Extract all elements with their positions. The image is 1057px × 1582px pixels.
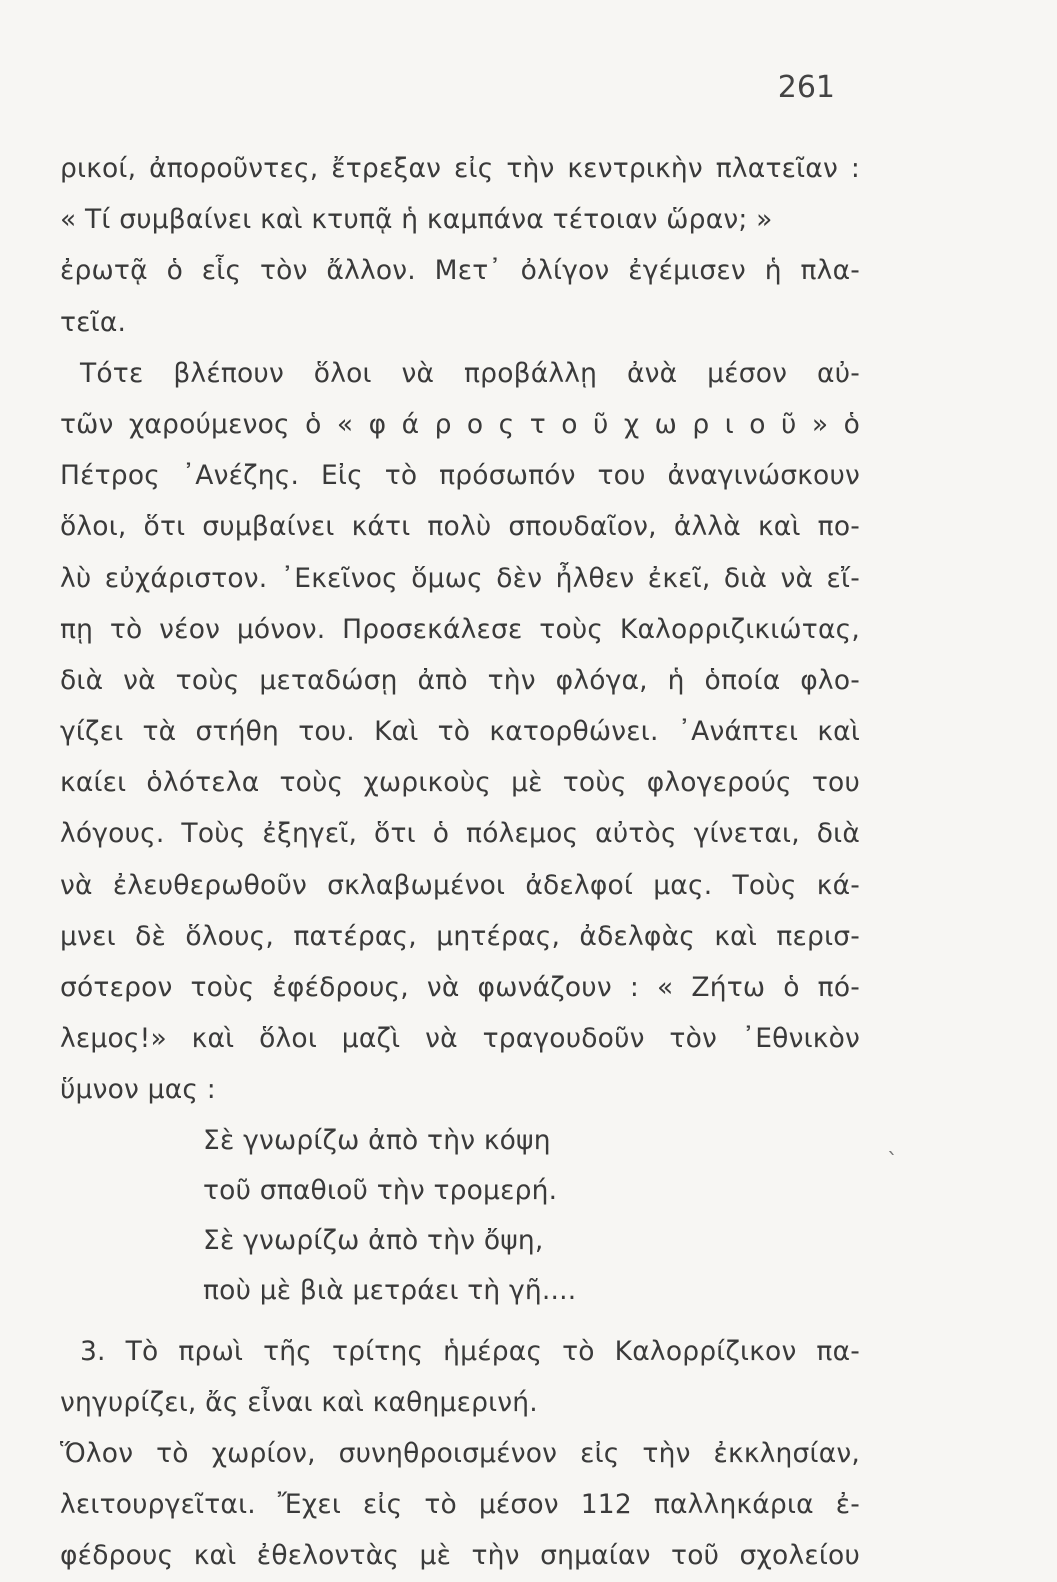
- text-line: νηγυρίζει, ἄς εἶναι καὶ καθημερινή.: [60, 1386, 538, 1418]
- body-text: [60, 143, 860, 1582]
- text-line: ρικοί, ἀποροῦντες, ἔτρεξαν εἰς τὴν κεντρικὴν πλατεῖαν :: [60, 153, 860, 184]
- verse-line: ποὺ μὲ βιὰ μετράει τὴ γῆ....: [203, 1274, 577, 1306]
- text-line: Πέτρος ᾿Ανέζης. Εἰς τὸ πρόσωπόν του ἀναγινώσκουν: [60, 460, 860, 492]
- text-line: λεμος!» καὶ ὅλοι μαζὶ νὰ τραγουδοῦν τὸν ᾿Εθνικὸν: [60, 1023, 860, 1055]
- text-line: πῃ τὸ νέον μόνον. Προσεκάλεσε τοὺς Καλορριζικιώτας,: [60, 613, 860, 645]
- text-line: σότερον τοὺς ἐφέδρους, νὰ φωνάζουν : « Ζήτω ὁ πό-: [60, 972, 860, 1003]
- section-line: 3. Τὸ πρωὶ τῆς τρίτης ἡμέρας τὸ Καλορρίζικον πα-: [80, 1335, 860, 1367]
- text-line: Ὅλον τὸ χωρίον, συνηθροισμένον εἰς τὴν ἐκκλησίαν,: [60, 1437, 860, 1469]
- text-line: « Τί συμβαίνει καὶ κτυπᾷ ἡ καμπάνα τέτοιαν ὥραν; »: [60, 204, 773, 236]
- text-line: μνει δὲ ὅλους, πατέρας, μητέρας, ἀδελφὰς καὶ περισ-: [60, 920, 860, 952]
- text-line: λὺ εὐχάριστον. ᾿Εκεῖνος ὅμως δὲν ἦλθεν ἐκεῖ, διὰ νὰ εἴ-: [60, 562, 860, 594]
- verse-line: Σὲ γνωρίζω ἀπὸ τὴν κόψη: [203, 1124, 551, 1156]
- text-line: λειτουργεῖται. Ἔχει εἰς τὸ μέσον 112 παλληκάρια ἐ-: [60, 1489, 860, 1521]
- text-line: ὕμνον μας :: [60, 1074, 216, 1106]
- text-line: τῶν χαρούμενος ὁ « φ ά ρ ο ς τ ο ῦ χ ω ρ ι ο ῦ » ὁ: [60, 408, 860, 440]
- verse-line: Σὲ γνωρίζω ἀπὸ τὴν ὄψη,: [203, 1224, 544, 1256]
- text-line: γίζει τὰ στήθη του. Καὶ τὸ κατορθώνει. ᾿Ανάπτει καὶ: [60, 716, 860, 748]
- verse-block: [60, 1116, 860, 1316]
- text-line: καίει ὁλότελα τοὺς χωρικοὺς μὲ τοὺς φλογερούς του: [60, 767, 860, 799]
- text-line: διὰ νὰ τοὺς μεταδώσῃ ἀπὸ τὴν φλόγα, ἡ ὁποία φλο-: [60, 664, 860, 696]
- text-line: Τότε βλέπουν ὅλοι νὰ προβάλλῃ ἀνὰ μέσον αὐ-: [80, 357, 860, 389]
- text-line: ἐρωτᾷ ὁ εἷς τὸν ἄλλον. Μετ᾽ ὀλίγον ἐγέμισεν ἡ πλα-: [60, 255, 860, 287]
- text-line: τεῖα.: [60, 306, 127, 338]
- text-line: φέδρους καὶ ἐθελοντὰς μὲ τὴν σημαίαν τοῦ σχολείου: [60, 1540, 860, 1572]
- text-line: λόγους. Τοὺς ἐξηγεῖ, ὅτι ὁ πόλεμος αὐτὸς γίνεται, διὰ: [60, 818, 860, 850]
- page-number: 261: [777, 70, 835, 105]
- spacer: [60, 1316, 860, 1326]
- verse-line: τοῦ σπαθιοῦ τὴν τρομερή.: [203, 1174, 558, 1206]
- text-line: ὅλοι, ὅτι συμβαίνει κάτι πολὺ σπουδαῖον, ἀλλὰ καὶ πο-: [60, 511, 860, 543]
- text-line: νὰ ἐλευθερωθοῦν σκλαβωμένοι ἀδελφοί μας. Τοὺς κά-: [60, 869, 860, 901]
- stray-mark: `: [887, 1150, 898, 1175]
